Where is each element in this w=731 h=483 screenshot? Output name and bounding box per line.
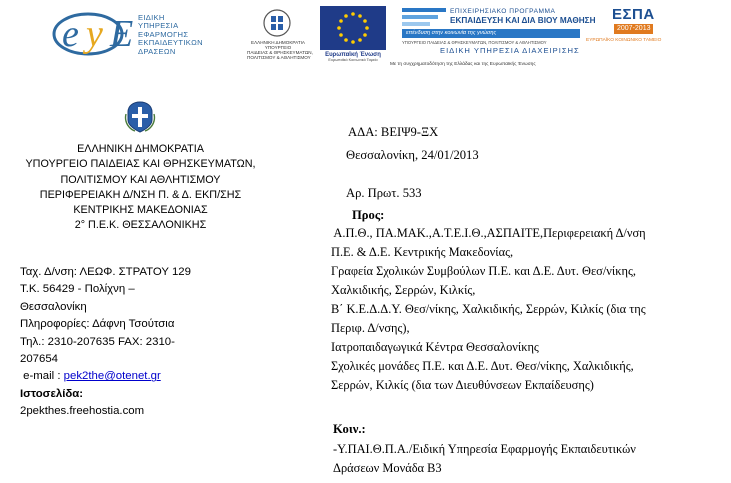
eu-label: Ευρωπαϊκή Ένωση [325, 52, 381, 58]
recipients-label: Προς: [352, 208, 385, 222]
phone-line: Τηλ.: 2310-207635 FAX: 2310- [20, 335, 175, 348]
email-link[interactable]: pek2the@otenet.gr [63, 370, 161, 383]
ministry-logo-text: ΕΛΛΗΝΙΚΗ ΔΗΜΟΚΡΑΤΙΑ ΥΠΟΥΡΓΕΙΟ ΠΑΙΔΕΙΑΣ & ΘΡΗΣΚΕΥΜΑΤΩΝ, ΠΟΛΙΤΙΣΜΟΥ & ΑΘΛΗΤΙΣΜΟΥ [247, 40, 313, 60]
eu-fund-label: Ευρωπαϊκό Κοινωνικό Ταμείο [328, 58, 378, 62]
greek-coat-of-arms-icon [123, 100, 157, 134]
espa-logo-title: ΕΣΠΑ [612, 6, 655, 23]
recipient-line: Χαλκιδικής, Σερρών, Κιλκίς, [331, 283, 476, 297]
email-label: e-mail : [20, 370, 64, 383]
svg-text:y: y [86, 13, 103, 55]
website-value: 2pekthes.freehostia.com [20, 405, 145, 418]
issuing-authority-header [18, 142, 263, 234]
eye-logo-text: ΕΙΔΙΚΗ ΥΠΗΡΕΣΙΑ ΕΦΑΡΜΟΓΗΣ ΕΚΠΑΙΔΕΥΤΙΚΩΝ ΔΡΑΣΕΩΝ [138, 13, 203, 56]
espa-years-badge: 2007-2013 [614, 24, 653, 34]
recipient-line: Α.Π.Θ., ΠΑ.ΜΑΚ.,Α.Τ.Ε.Ι.Θ.,ΑΣΠΑΙΤΕ,Περιφερειακή Δ/νση [331, 226, 646, 240]
ep-program-title: ΕΚΠΑΙΔΕΥΣΗ ΚΑΙ ΔΙΑ ΒΙΟΥ ΜΑΘΗΣΗ [450, 16, 596, 25]
recipient-line: Γραφεία Σχολικών Συμβούλων Π.Ε. και Δ.Ε. Δυτ. Θεσ/νίκης, [331, 264, 636, 278]
recipient-line: Σερρών, Κιλκίς (δια των Διευθύνσεων Εκπαίδευσης) [331, 378, 594, 392]
email-line [20, 368, 191, 385]
info-line: Πληροφορίες: Δάφνη Τσούτσια [20, 318, 175, 331]
place-date: Θεσσαλονίκη, 24/01/2013 [346, 148, 479, 162]
phone-line-cont: 207654 [20, 353, 59, 366]
recipients-list [331, 224, 646, 395]
cc-label: Κοιν.: [333, 422, 366, 436]
ep-slogan: επένδυση στην κοινωνία της γνώσης [406, 30, 497, 36]
header-line: ΚΕΝΤΡΙΚΗΣ ΜΑΚΕΔΟΝΙΑΣ [73, 204, 208, 217]
address-line: Ταχ. Δ/νση: ΛΕΩΦ. ΣΤΡΑΤΟΥ 129 [20, 266, 191, 278]
ep-program-label: ΕΠΙΧΕΙΡΗΣΙΑΚΟ ΠΡΟΓΡΑΜΜΑ [450, 8, 556, 15]
svg-text:E: E [110, 13, 134, 55]
ep-service-label: ΕΙΔΙΚΗ ΥΠΗΡΕΣΙΑ ΔΙΑΧΕΙΡΙΣΗΣ [440, 46, 580, 55]
contact-details [20, 264, 191, 421]
header-line: ΥΠΟΥΡΓΕΙΟ ΠΑΙΔΕΙΑΣ ΚΑΙ ΘΡΗΣΚΕΥΜΑΤΩΝ, [25, 158, 256, 171]
cc-line: -Υ.ΠΑΙ.Θ.Π.Α./Ειδική Υπηρεσία Εφαρμογής Εκπαιδευτικών [333, 442, 636, 456]
cofinancing-note: Με τη συγχρηματοδότηση της Ελλάδας και της Ευρωπαϊκής Ένωσης [390, 62, 536, 67]
city-line: Θεσσαλονίκη [20, 300, 87, 313]
ada-code: ΑΔΑ: ΒΕΙΨ9-ΞΧ [348, 125, 439, 139]
protocol-number: Αρ. Πρωτ. 533 [346, 186, 422, 200]
cc-list [333, 440, 636, 478]
header-line: ΕΛΛΗΝΙΚΗ ΔΗΜΟΚΡΑΤΙΑ [77, 143, 204, 155]
recipient-line: Σχολικές μονάδες Π.Ε. και Δ.Ε. Δυτ. Θεσ/νίκης, Χαλκιδικής, [331, 359, 634, 373]
espa-fund-label: ΕΥΡΩΠΑΪΚΟ ΚΟΙΝΩΝΙΚΟ ΤΑΜΕΙΟ [586, 38, 662, 43]
recipient-line: Περιφ. Δ/νσης), [331, 321, 410, 335]
cc-line: Δράσεων Μονάδα Β3 [333, 461, 442, 475]
header-line: ΠΕΡΙΦΕΡΕΙΑΚΗ Δ/ΝΣΗ Π. & Δ. ΕΚΠ/ΣΗΣ [39, 188, 242, 201]
svg-text:e: e [62, 13, 79, 55]
ep-ministry-line: ΥΠΟΥΡΓΕΙΟ ΠΑΙΔΕΙΑΣ & ΘΡΗΣΚΕΥΜΑΤΩΝ, ΠΟΛΙΤΙΣΜΟΥ & ΑΘΛΗΤΙΣΜΟΥ [402, 40, 547, 45]
eu-flag-icon [320, 6, 386, 50]
education-program-icon [402, 6, 446, 28]
recipient-line: Π.Ε. & Δ.Ε. Κεντρικής Μακεδονίας, [331, 245, 514, 259]
header-line: ΠΟΛΙΤΙΣΜΟΥ ΚΑΙ ΑΘΛΗΤΙΣΜΟΥ [60, 173, 221, 186]
postal-line: Τ.Κ. 56429 - Πολίχνη – [20, 283, 135, 296]
website-label: Ιστοσελίδα: [20, 387, 84, 400]
recipient-line: Ιατροπαιδαγωγικά Κέντρα Θεσσαλονίκης [331, 340, 539, 354]
header-line: 2° Π.Ε.Κ. ΘΕΣΣΑΛΟΝΙΚΗΣ [74, 219, 207, 232]
hellenic-crest-icon [252, 6, 302, 40]
recipient-line: Β΄ Κ.Ε.Δ.Δ.Υ. Θεσ/νίκης, Χαλκιδικής, Σερρών, Κιλκίς (δια της [331, 302, 646, 316]
